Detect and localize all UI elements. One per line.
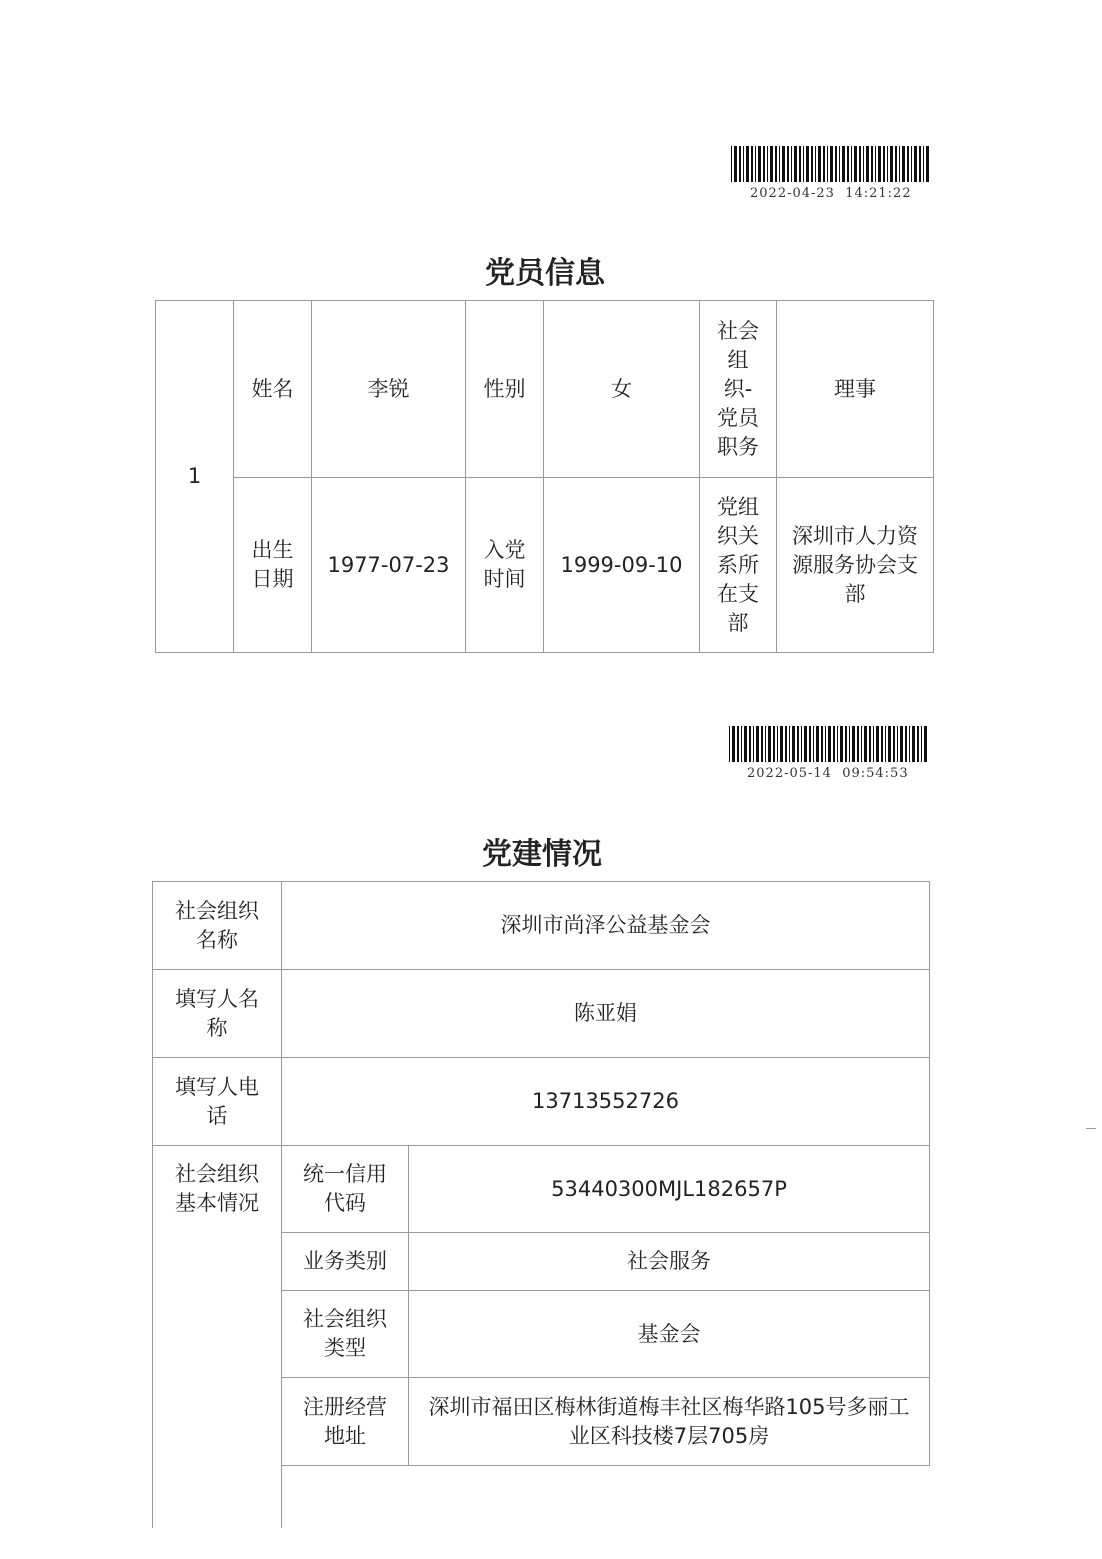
gender-value: 女 [544, 301, 700, 478]
barcode-bar [801, 726, 802, 762]
barcode-bar [902, 146, 905, 182]
barcode-bar [909, 726, 910, 762]
barcode-bar [744, 726, 747, 762]
barcode-bar [912, 726, 915, 762]
barcode-bar [849, 726, 850, 762]
barcode-bar [900, 726, 903, 762]
org-name-value: 深圳市尚泽公益基金会 [282, 882, 930, 970]
filler-name-value: 陈亚娟 [282, 970, 930, 1058]
barcode-bar [743, 146, 744, 182]
gender-label: 性别 [466, 301, 544, 478]
member-info-table [155, 300, 934, 653]
credit-code-value: 53440300MJL182657P [409, 1146, 930, 1233]
barcode-bar [739, 146, 741, 182]
barcode-bar [804, 726, 807, 762]
barcode-bar [792, 726, 795, 762]
barcode-bar [741, 726, 742, 762]
barcode-bar [881, 726, 883, 762]
barcode-bar [845, 726, 847, 762]
join-value: 1999-09-10 [544, 478, 700, 653]
barcode-bar [782, 146, 785, 182]
barcode-bar [851, 146, 852, 182]
barcode-bar [919, 146, 921, 182]
duty-value: 理事 [777, 301, 934, 478]
filler-phone-label: 填写人电 话 [153, 1058, 282, 1146]
barcode-bar [789, 726, 790, 762]
barcode-bar [863, 146, 864, 182]
barcode-top [731, 146, 932, 182]
business-type-label: 业务类别 [282, 1233, 409, 1291]
filler-name-label: 填写人名 称 [153, 970, 282, 1058]
barcode-bar [794, 146, 797, 182]
barcode-bar [875, 146, 876, 182]
barcode-bar [907, 146, 909, 182]
barcode-bar [755, 146, 756, 182]
barcode-bar [911, 146, 912, 182]
scan-mark [1086, 1128, 1096, 1129]
barcode-bar [869, 726, 871, 762]
barcode-bar [899, 146, 900, 182]
barcode-bar [767, 146, 768, 182]
barcode-bar [770, 146, 773, 182]
barcode-bar [806, 146, 809, 182]
barcode-bar [885, 726, 886, 762]
barcode-bar [763, 146, 765, 182]
barcode-bar [893, 726, 895, 762]
name-label: 姓名 [234, 301, 312, 478]
barcode-bar [921, 726, 922, 762]
barcode-bar [821, 726, 823, 762]
barcode-bar [803, 146, 804, 182]
barcode-bar [887, 146, 888, 182]
address-label: 注册经营 地址 [282, 1378, 409, 1466]
barcode-bar [777, 726, 778, 762]
business-type-value: 社会服务 [409, 1233, 930, 1291]
branch-label: 党组 织关 系所 在支 部 [700, 478, 777, 653]
barcode-bar [854, 146, 857, 182]
barcode-bar [839, 146, 840, 182]
barcode-bottom [729, 726, 930, 762]
branch-value: 深圳市人力资 源服务协会支 部 [777, 478, 934, 653]
barcode-bar [864, 726, 867, 762]
barcode-bar [876, 726, 879, 762]
barcode-bar [734, 146, 737, 182]
org-type-value: 基金会 [409, 1291, 930, 1378]
barcode-bar [779, 146, 780, 182]
barcode-bar [871, 146, 873, 182]
timestamp-top: 2022-04-23 14:21:22 [750, 186, 912, 201]
barcode-bar [888, 726, 891, 762]
birth-value: 1977-07-23 [312, 478, 466, 653]
barcode-bar [861, 726, 862, 762]
barcode-bar [811, 146, 813, 182]
barcode-bar [923, 146, 924, 182]
member-info-title: 党员信息 [485, 256, 605, 291]
barcode-bar [926, 146, 929, 182]
barcode-bar [787, 146, 789, 182]
barcode-bar [729, 726, 730, 762]
barcode-bar [816, 726, 819, 762]
barcode-bar [758, 146, 761, 182]
barcode-bar [827, 146, 828, 182]
barcode-bar [825, 726, 826, 762]
barcode-bar [878, 146, 881, 182]
barcode-bar [815, 146, 816, 182]
join-label: 入党 时间 [466, 478, 544, 653]
barcode-bar [890, 146, 893, 182]
barcode-bar [857, 726, 859, 762]
barcode-bar [756, 726, 759, 762]
barcode-bar [905, 726, 907, 762]
barcode-bar [797, 726, 799, 762]
barcode-bar [768, 726, 771, 762]
barcode-bar [830, 146, 833, 182]
barcode-bar [895, 146, 897, 182]
barcode-bar [852, 726, 855, 762]
birth-label: 出生 日期 [234, 478, 312, 653]
barcode-bar [746, 146, 749, 182]
barcode-bar [917, 726, 919, 762]
barcode-bar [761, 726, 763, 762]
name-value: 李锐 [312, 301, 466, 478]
barcode-bar [859, 146, 861, 182]
barcode-bar [791, 146, 792, 182]
member-index: 1 [156, 301, 234, 653]
barcode-bar [780, 726, 783, 762]
filler-phone-value: 13713552726 [282, 1058, 930, 1146]
barcode-bar [914, 146, 917, 182]
org-type-label: 社会组织 类型 [282, 1291, 409, 1378]
barcode-bar [749, 726, 751, 762]
barcode-bar [924, 726, 927, 762]
party-building-table [152, 881, 930, 1528]
barcode-bar [785, 726, 787, 762]
barcode-bar [840, 726, 843, 762]
barcode-bar [753, 726, 754, 762]
barcode-bar [809, 726, 811, 762]
barcode-bar [773, 726, 775, 762]
barcode-bar [897, 726, 898, 762]
address-value: 深圳市福田区梅林街道梅丰社区梅华路105号多丽工 业区科技楼7层705房 [409, 1378, 930, 1466]
barcode-bar [818, 146, 821, 182]
duty-label: 社会 组 织- 党员 职务 [700, 301, 777, 478]
barcode-bar [823, 146, 825, 182]
barcode-bar [828, 726, 831, 762]
barcode-bar [737, 726, 739, 762]
barcode-bar [833, 726, 835, 762]
barcode-bar [883, 146, 885, 182]
barcode-bar [813, 726, 814, 762]
empty-continuation-cell [282, 1466, 930, 1528]
barcode-bar [799, 146, 801, 182]
barcode-bar [873, 726, 874, 762]
barcode-bar [866, 146, 869, 182]
barcode-bar [842, 146, 845, 182]
barcode-bar [731, 146, 732, 182]
barcode-bar [775, 146, 777, 182]
barcode-bar [847, 146, 849, 182]
barcode-bar [837, 726, 838, 762]
barcode-bar [765, 726, 766, 762]
org-name-label: 社会组织 名称 [153, 882, 282, 970]
party-building-title: 党建情况 [482, 837, 602, 872]
barcode-bar [732, 726, 735, 762]
basic-info-label: 社会组织 基本情况 [153, 1146, 282, 1528]
timestamp-bottom: 2022-05-14 09:54:53 [747, 766, 909, 781]
barcode-bar [835, 146, 837, 182]
barcode-bar [751, 146, 753, 182]
credit-code-label: 统一信用 代码 [282, 1146, 409, 1233]
